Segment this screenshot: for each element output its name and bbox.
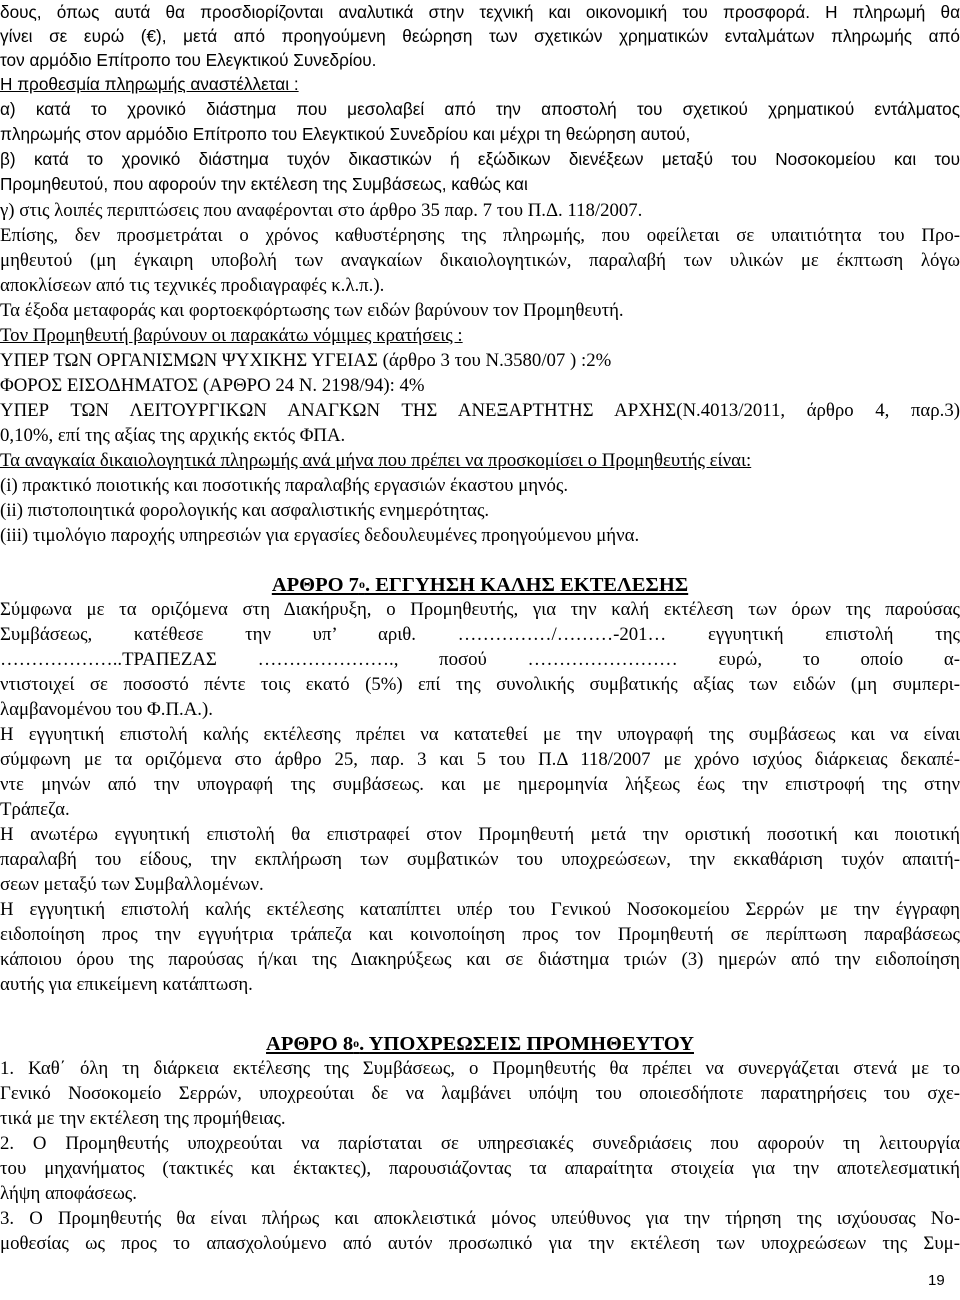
deduction-item: ΦΟΡΟΣ ΕΙΣΟΔΗΜΑΤΟΣ (ΑΡΘΡΟ 24 Ν. 2198/94): 4%	[0, 375, 425, 396]
article-7-heading: ΑΡΘΡΟ $7^o$. ΕΓΓΥΗΣΗ ΚΑΛΗΣ ΕΚΤΕΛΕΣΗΣ	[271, 574, 689, 596]
paragraph-line: γ) στις λοιπές περιπτώσεις που αναφέρονται στο άρθρο 35 παρ. 7 του Π.Δ. 118/2007.	[0, 200, 643, 221]
paragraph-line: Επίσης, δεν προσμετράται ο χρόνος καθυστέρησης της πληρωμής, που οφείλεται σε υπαιτιότητα του Προ-	[0, 225, 960, 246]
paragraph-line: 0,10%, επί της αξίας της αρχικής εκτός ΦΠΑ.	[0, 425, 346, 446]
paragraph-line: ντε μηνών από την υπογραφή της συμβάσεως. και με ημερομηνία λήξεως έως την επιστροφή της στην	[0, 774, 960, 795]
list-item: (i) πρακτικό ποιοτικής και ποσοτικής παραλαβής εργασιών έκαστου μηνός.	[0, 475, 569, 496]
paragraph-line: ………………..ΤΡΑΠΕΖΑΣ …………………., ποσού …………………… ευρώ, το οποίο α-	[0, 649, 960, 670]
paragraph-line: αυτής για επικείμενη κατάπτωση.	[0, 974, 253, 995]
paragraph-line: Προμηθευτού, που αφορούν την εκτέλεση της Συμβάσεως, καθώς και	[0, 174, 528, 194]
paragraph-line: Η ανωτέρω εγγυητική επιστολή θα επιστραφεί στον Προμηθευτή μετά την οριστική ποσοτική και ποιοτική	[0, 824, 960, 845]
suspension-heading: Η προθεσμία πληρωμής αναστέλλεται :	[0, 74, 299, 94]
paragraph-line: μοθεσίας ως προς το απασχολούμενο από αυτόν προσωπικό για την εκτέλεση των υποχρεώσεων της Συμ-	[0, 1233, 960, 1254]
paragraph-line: του μηχανήματος (τακτικές και έκτακτες), παρουσιάζοντας τα απαραίτητα στοιχεία για την αποτελεσματική	[0, 1158, 960, 1179]
paragraph-line: Σύμφωνα με τα οριζόμενα στη Διακήρυξη, ο Προμηθευτής, για την καλή εκτέλεση των όρων της παρούσας	[0, 599, 960, 620]
deduction-item: ΥΠΕΡ ΤΩΝ ΛΕΙΤΟΥΡΓΙΚΩΝ ΑΝΑΓΚΩΝ ΤΗΣ ΑΝΕΞΑΡΤΗΤΗΣ ΑΡΧΗΣ(Ν.4013/2011, άρθρο 4, παρ.3)	[0, 400, 960, 421]
paragraph-line: αποκλίσεων από τις τεχνικές προδιαγραφές κ.λ.π.).	[0, 275, 385, 296]
paragraph-line: Τα έξοδα μεταφοράς και φορτοεκφόρτωσης των ειδών βαρύνουν τον Προμηθευτή.	[0, 300, 624, 321]
page-number: 19	[928, 1272, 945, 1289]
paragraph-line: α) κατά το χρονικό διάστημα που μεσολαβεί από την αποστολή του σχετικού χρηματικού εντάλματος	[0, 99, 960, 119]
paragraph-line: σύμφωνη με τα οριζόμενα στο άρθρο 25, παρ. 3 και 5 του Π.Δ 118/2007 με χρόνο ισχύος διάρκειας δεκαπέ-	[0, 749, 960, 770]
paragraph-line: γίνει σε ευρώ (€), μετά από προηγούμενη θεώρηση των σχετικών χρηματικών ενταλμάτων πληρωμής από	[0, 26, 960, 46]
deduction-item: ΥΠΕΡ ΤΩΝ ΟΡΓΑΝΙΣΜΩΝ ΨΥΧΙΚΗΣ ΥΓΕΙΑΣ (άρθρο 3 του Ν.3580/07 ) :2%	[0, 350, 612, 371]
paragraph-line: β) κατά το χρονικό διάστημα τυχόν δικαστικών ή εξώδικων διενέξεων μεταξύ του Νοσοκομείου και του	[0, 149, 960, 169]
paragraph-line: 2. Ο Προμηθευτής υποχρεούται να παρίσταται σε υπηρεσιακές συνεδριάσεις που αφορούν τη λειτουργία	[0, 1133, 960, 1154]
list-item: (iii) τιμολόγιο παροχής υπηρεσιών για εργασίες δεδουλευμένες προηγούμενου μήνα.	[0, 525, 640, 546]
paragraph-line: κάποιου όρου της παρούσας ή/και της Διακηρύξεως και σε διάστημα τριών (3) ημερών από την ειδοποίηση	[0, 949, 960, 970]
paragraph-line: τικά με την εκτέλεση της προμήθειας.	[0, 1108, 286, 1129]
deductions-heading: Τον Προμηθευτή βαρύνουν οι παρακάτω νόμιμες κρατήσεις :	[0, 325, 463, 346]
list-item: (ii) πιστοποιητικά φορολογικής και ασφαλιστικής ενημερότητας.	[0, 500, 490, 521]
paragraph-line: σεων μεταξύ των Συμβαλλομένων.	[0, 874, 264, 895]
paragraph-line: Τράπεζα.	[0, 799, 70, 820]
paragraph-line: δους, όπως αυτά θα προσδιορίζονται αναλυτικά στην τεχνική και οικονομική του προσφορά. Η πληρωμή θα	[0, 2, 960, 22]
paragraph-line: 3. Ο Προμηθευτής θα είναι πλήρως και αποκλειστικά μόνος υπεύθυνος για την τήρηση της ισχύουσας Νο-	[0, 1208, 960, 1229]
paragraph-line: πληρωμής στον αρμόδιο Επίτροπο του Ελεγκτικού Συνεδρίου και μέχρι τη θεώρηση αυτού,	[0, 124, 691, 144]
paragraph-line: λαμβανομένου του Φ.Π.Α.).	[0, 699, 213, 720]
article-8-heading: ΑΡΘΡΟ $8^o$. ΥΠΟΧΡΕΩΣΕΙΣ ΠΡΟΜΗΘΕΥΤΟΥ	[266, 1033, 694, 1055]
paragraph-line: 1. Καθ΄ όλη τη διάρκεια εκτέλεσης της Συμβάσεως, ο Προμηθευτής θα πρέπει να συνεργάζεται στενά με το	[0, 1058, 960, 1079]
paragraph-line: λήψη αποφάσεως.	[0, 1183, 137, 1204]
paragraph-line: τον αρμόδιο Επίτροπο του Ελεγκτικού Συνεδρίου.	[0, 50, 377, 70]
paragraph-line: Γενικό Νοσοκομείο Σερρών, υποχρεούται δε να λαμβάνει υπόψη του οποιεσδήποτε παρατηρήσεις του σχε-	[0, 1083, 960, 1104]
paragraph-line: παραλαβή του είδους, την εκπλήρωση των συμβατικών του υποχρεώσεων, την εκκαθάριση τυχόν απαιτή-	[0, 849, 960, 870]
paragraph-line: Η εγγυητική επιστολή καλής εκτέλεσης πρέπει να κατατεθεί με την υπογραφή της συμβάσεως και να είναι	[0, 724, 960, 745]
documents-heading: Τα αναγκαία δικαιολογητικά πληρωμής ανά μήνα που πρέπει να προσκομίσει ο Προμηθευτής είναι:	[0, 450, 752, 471]
paragraph-line: Η εγγυητική επιστολή καλής εκτέλεσης καταπίπτει υπέρ του Γενικού Νοσοκομείου Σερρών με την έγγραφη	[0, 899, 960, 920]
paragraph-line: ντιστοιχεί σε ποσοστό πέντε τοις εκατό (5%) επί της συνολικής συμβατικής αξίας των ειδών (μη συμπερι-	[0, 674, 960, 695]
paragraph-line: ειδοποίηση προς την εγγυήτρια τράπεζα και κοινοποίηση προς τον Προμηθευτή σε περίπτωση παραβάσεως	[0, 924, 960, 945]
paragraph-line: μηθευτού (μη έγκαιρη υποβολή των αναγκαίων δικαιολογητικών, παραλαβή των υλικών με έκπτωση λόγω	[0, 250, 960, 271]
paragraph-line: Συμβάσεως, κατέθεσε την υπ’ αριθ. ……………/………-201… εγγυητική επιστολή της	[0, 624, 960, 645]
